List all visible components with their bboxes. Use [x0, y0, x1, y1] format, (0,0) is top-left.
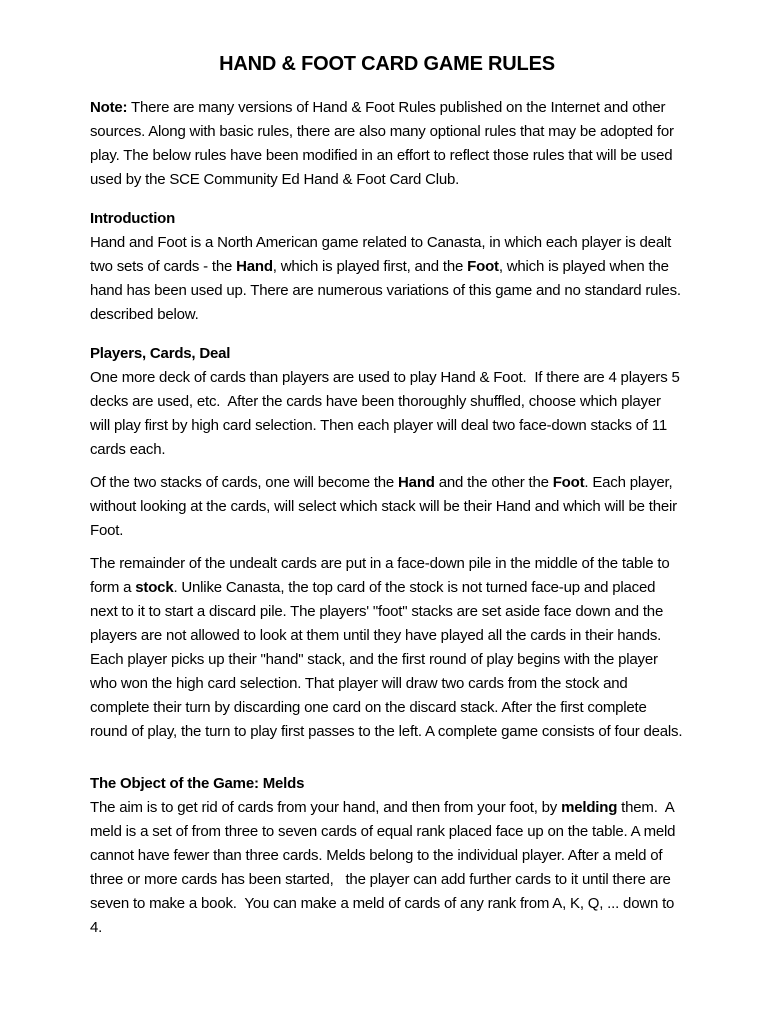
paragraph	[90, 796, 684, 940]
paragraph	[90, 231, 684, 327]
section-heading: Introduction	[90, 210, 176, 227]
text: , which is played first, and the	[272, 258, 468, 275]
section	[90, 342, 684, 744]
text: , which is played when the hand has been used up. There are numerous variations of this game and no standard rules. described below.	[90, 258, 685, 323]
document-body	[90, 96, 684, 940]
bold-text: Hand	[236, 258, 273, 275]
section-heading: The Object of the Game: Melds	[90, 775, 305, 792]
bold-text: Hand	[398, 474, 435, 491]
bold-text: Foot	[467, 258, 499, 275]
text: and the other the	[434, 474, 553, 491]
section	[90, 772, 684, 940]
bold-text: stock	[135, 579, 174, 596]
text: There are many versions of Hand & Foot Rules published on the Internet and other sources. Along with basic rules, there are also many optional rules that may be adopted for play. The below rules have been modified in an effort to reflect those rules that will be used used by the SCE Community Ed Hand & Foot Card Club.	[90, 99, 678, 188]
bold-text: melding	[561, 799, 618, 816]
text: One more deck of cards than players are used to play Hand & Foot. If there are 4 players 5 decks are used, etc. After the cards have been thoroughly shuffled, choose which player will play first by high card selection. Then each player will deal two face-down stacks of 11 cards each.	[90, 369, 684, 458]
bold-text: Note:	[90, 99, 128, 116]
text: The aim is to get rid of cards from your hand, and then from your foot, by	[90, 799, 562, 816]
section	[90, 96, 684, 192]
section	[90, 207, 684, 327]
text: them. A meld is a set of from three to seven cards of equal rank placed face up on the table. A meld cannot have fewer than three cards. Melds belong to the individual player. After a meld of three or more cards has been started, the player can add further cards to it until there are seven to make a book. You can make a meld of cards of any rank from A, K, Q, ... down to 4.	[90, 799, 680, 936]
text: The remainder of the undealt cards are put in a face-down pile in the middle of the table to form a	[90, 555, 674, 596]
paragraph	[90, 471, 684, 543]
paragraph	[90, 552, 684, 744]
paragraph	[90, 366, 684, 462]
paragraph	[90, 96, 684, 192]
text: Of the two stacks of cards, one will become the	[90, 474, 399, 491]
text: Hand and Foot is a North American game related to Canasta, in which each player is dealt two sets of cards - the	[90, 234, 676, 275]
section-heading: Players, Cards, Deal	[90, 345, 231, 362]
bold-text: Foot	[552, 474, 585, 491]
document-title: HAND & FOOT CARD GAME RULES	[219, 53, 555, 75]
text: . Unlike Canasta, the top card of the stock is not turned face-up and placed next to it to start a discard pile. The players' "foot" stacks are set aside face down and the players are not allowed to look at them until they have played all the cards in their hands. Each player picks up their "hand" stack, and the first round of play begins with the player who won the high card selection. That player will draw two cards from the stock and complete their turn by discarding one card on the discard stack. After the first complete round of play, the turn to play first passes to the left. A complete game consists of four deals.	[90, 579, 683, 740]
text: . Each player, without looking at the cards, will select which stack will be their Hand and which will be their Foot.	[90, 474, 681, 539]
